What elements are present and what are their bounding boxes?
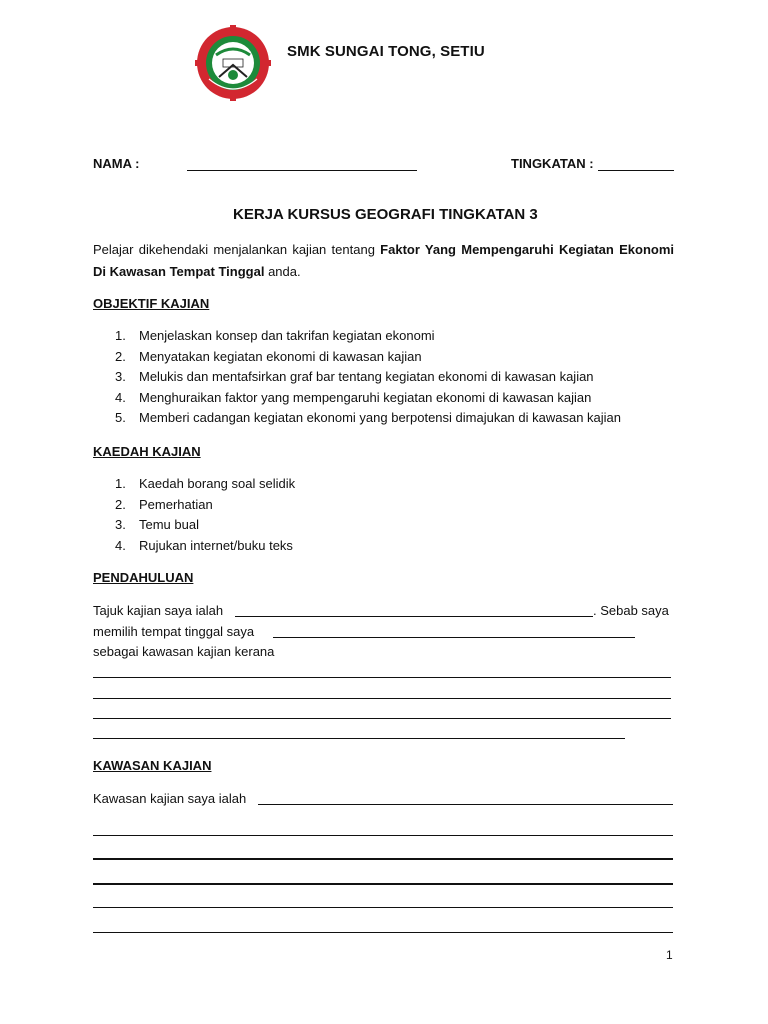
list-text: Kaedah borang soal selidik <box>139 476 296 491</box>
list-text: Menjelaskan konsep dan takrifan kegiatan ekonomi <box>139 328 435 343</box>
intro-text-end: anda. <box>264 264 301 279</box>
list-text: Melukis dan mentafsirkan graf bar tentang kegiatan ekonomi di kawasan kajian <box>139 369 594 384</box>
objektif-heading: OBJEKTIF KAJIAN <box>93 296 210 311</box>
answer-line[interactable] <box>93 835 673 836</box>
list-item <box>93 326 693 347</box>
grade-field-line[interactable] <box>598 170 674 171</box>
pendahuluan-line1-label: Tajuk kajian saya ialah <box>93 603 224 618</box>
answer-line[interactable] <box>93 738 625 739</box>
gear-emblem-icon <box>195 25 271 101</box>
list-item <box>93 347 693 368</box>
kawasan-line1-label: Kawasan kajian saya ialah <box>93 791 247 806</box>
intro-paragraph <box>93 239 674 283</box>
page-number: 1 <box>666 948 673 962</box>
list-number: 4. <box>115 389 126 405</box>
list-item <box>93 474 693 495</box>
answer-line[interactable] <box>93 698 671 699</box>
list-number: 3. <box>115 517 126 532</box>
list-text: Rujukan internet/buku teks <box>139 537 293 553</box>
list-number: 1. <box>115 328 126 343</box>
list-number: 2. <box>115 348 126 364</box>
list-text: Temu bual <box>139 517 199 532</box>
name-field-line[interactable] <box>187 170 417 171</box>
pendahuluan-line1-end: . Sebab saya <box>593 603 669 618</box>
kaedah-list <box>93 474 693 556</box>
grade-label: TINGKATAN : <box>511 156 594 171</box>
topic-field-line[interactable] <box>235 616 593 617</box>
kawasan-heading: KAWASAN KAJIAN <box>93 758 212 773</box>
answer-line[interactable] <box>93 677 671 678</box>
answer-line[interactable] <box>93 858 673 860</box>
area-field-line[interactable] <box>258 804 673 805</box>
objektif-list <box>93 326 693 429</box>
list-item <box>93 495 693 516</box>
answer-line[interactable] <box>93 932 673 933</box>
school-name: SMK SUNGAI TONG, SETIU <box>287 43 485 60</box>
list-item <box>93 515 693 536</box>
school-logo <box>195 25 271 101</box>
intro-text: Pelajar dikehendaki menjalankan kajian tentang <box>93 242 381 257</box>
list-text: Menghuraikan faktor yang mempengaruhi kegiatan ekonomi di kawasan kajian <box>139 389 592 405</box>
list-item <box>93 408 693 429</box>
list-item <box>93 536 693 557</box>
answer-line[interactable] <box>93 883 673 885</box>
list-item <box>93 367 693 388</box>
page-title: KERJA KURSUS GEOGRAFI TINGKATAN 3 <box>233 206 538 223</box>
pendahuluan-line3-label: sebagai kawasan kajian kerana <box>93 644 275 659</box>
answer-line[interactable] <box>93 907 673 908</box>
list-number: 5. <box>115 410 126 425</box>
pendahuluan-heading: PENDAHULUAN <box>93 570 194 585</box>
intro-topic: Faktor Yang Mempengaruhi Kegiatan Ekonomi Di Kawasan Tempat Tinggal <box>93 242 674 279</box>
list-number: 2. <box>115 496 126 512</box>
list-text: Pemerhatian <box>139 496 213 512</box>
list-number: 1. <box>115 476 126 491</box>
list-number: 4. <box>115 537 126 553</box>
answer-line[interactable] <box>93 718 671 719</box>
list-item <box>93 388 693 409</box>
list-text: Menyatakan kegiatan ekonomi di kawasan kajian <box>139 348 422 364</box>
kaedah-heading: KAEDAH KAJIAN <box>93 444 201 459</box>
name-label: NAMA : <box>93 156 140 171</box>
list-text: Memberi cadangan kegiatan ekonomi yang berpotensi dimajukan di kawasan kajian <box>139 410 622 425</box>
list-number: 3. <box>115 369 126 384</box>
residence-field-line[interactable] <box>273 637 635 638</box>
pendahuluan-line2-label: memilih tempat tinggal saya <box>93 624 255 639</box>
